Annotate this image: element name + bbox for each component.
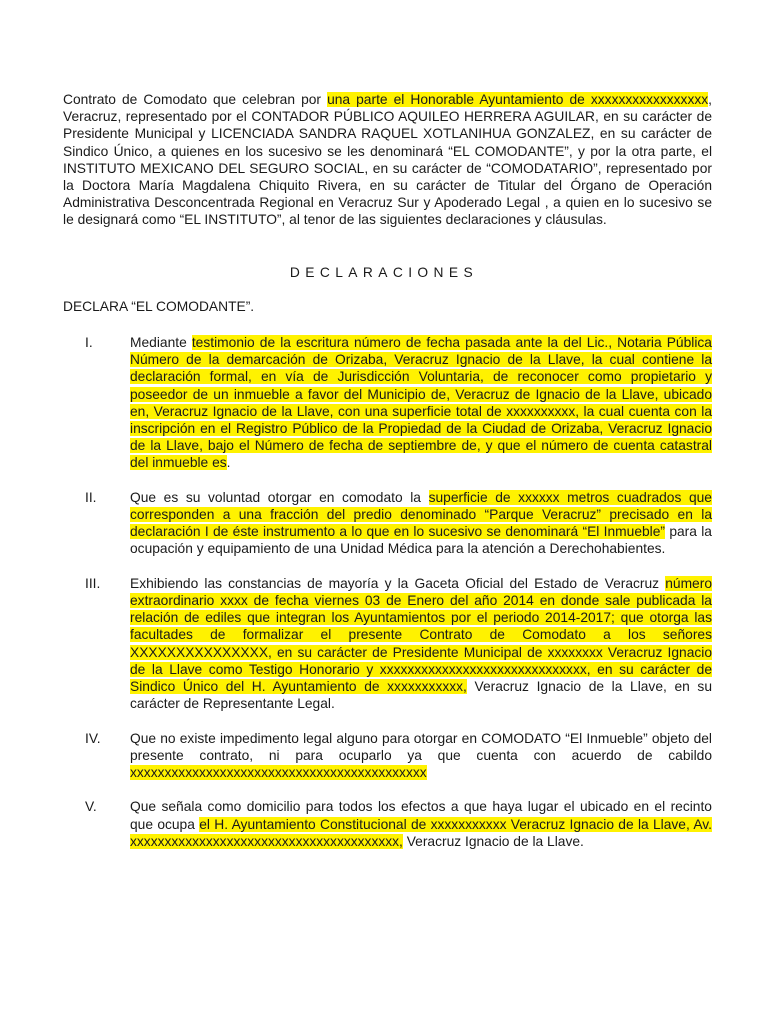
intro-text-1: Contrato de Comodato que celebran por (63, 92, 328, 107)
declaration-item (63, 334, 712, 472)
declaration-text-1: Que no existe impedimento legal alguno para otorgar en COMODATO “El Inmueble” objeto del presente contrato, ni para ocuparlo ya que cuenta con acuerdo de cabildo (130, 730, 712, 763)
declaration-text (130, 489, 712, 558)
declaration-text (130, 730, 712, 782)
declaration-numeral: I. (85, 335, 93, 350)
declaration-text (130, 798, 712, 850)
declaration-highlight: el H. Ayuntamiento Constitucional de xxxxxxxxxxx Veracruz Ignacio de la Llave, Av. xxxxxxxxxxxxxxxxxxxxxxxxxxxxxxxxxxxxxxx, (130, 816, 713, 849)
declarations-list (63, 334, 712, 867)
declaration-item (63, 798, 712, 850)
section-heading: DECLARACIONES (289, 265, 479, 280)
declaration-highlight: superficie de xxxxxx metros cuadrados que corresponden a una fracción del predio denominado “Parque Veracruz” precisado en la declaración I de éste instrumento a lo que en lo sucesivo se denominará “El Inmueble” (130, 489, 712, 540)
intro-paragraph (63, 91, 712, 229)
declaration-text-1: Que señala como domicilio para todos los efectos a que haya lugar el ubicado en el recinto que ocupa (130, 799, 712, 832)
declaration-item (63, 730, 712, 782)
declaration-text-2: . (226, 455, 231, 471)
declaration-text (130, 575, 712, 713)
declaration-numeral: II. (85, 489, 97, 505)
declaration-numeral: V. (85, 799, 97, 815)
declaration-highlight: testimonio de la escritura número de fecha pasada ante la del Lic., Notaria Pública Número de la demarcación de Orizaba, Veracruz Ignacio de la Llave, la cual contiene la declaración formal, en vía de Jurisdicción Voluntaria, de reconocer como propietario y poseedor de un inmueble a favor del Municipio de, Veracruz de Ignacio de la Llave, ubicado en, Veracruz Ignacio de la Llave, con una superficie total de xxxxxxxxxx, la cual cuenta con la inscripción en el Registro Público de la Propiedad de la Ciudad de Orizaba, Veracruz Ignacio de la Llave, bajo el Número de fecha de septiembre de, y que el número de cuenta catastral del inmueble es (130, 335, 712, 471)
declaration-text-1: Que es su voluntad otorgar en comodato la (130, 489, 429, 505)
intro-text-2: , Veracruz, representado por el CONTADOR PÚBLICO AQUILEO HERRERA AGUILAR, en su carácter de Presidente Municipal y LICENCIADA SANDRA RAQUEL XOTLANIHUA GONZALEZ, en su carácter de Sindico Único, a quienes en los sucesivo se les denominará “EL COMODANTE” (63, 92, 712, 159)
declaration-text-1: Mediante (130, 335, 192, 350)
declaration-highlight: xxxxxxxxxxxxxxxxxxxxxxxxxxxxxxxxxxxxxxxxxxx (130, 765, 427, 781)
declaration-text-2: Veracruz Ignacio de la Llave. (402, 833, 584, 849)
intro-highlight: una parte el Honorable Ayuntamiento de xxxxxxxxxxxxxxxxx (327, 92, 709, 107)
declara-label: DECLARA “EL COMODANTE”. (63, 299, 255, 314)
declaration-numeral: IV. (85, 730, 101, 746)
declaration-item (63, 575, 712, 713)
declaration-highlight: número extraordinario xxxx de fecha viernes 03 de Enero del año 2014 en donde sale publicada la relación de ediles que integran los Ayuntamientos por el periodo 2014-2017; que otorga las facultades de formalizar el presente Contrato de Comodato a los señores XXXXXXXXXXXXXXX, en su carácter de Presidente Municipal de xxxxxxxx Veracruz Ignacio de la Llave como Testigo Honorario y xxxxxxxxxxxxxxxxxxxxxxxxxxxxxx, en su carácter de Sindico Único del H. Ayuntamiento de xxxxxxxxxxx, (130, 575, 712, 695)
declaration-numeral: III. (85, 575, 101, 591)
intro-text-3: , y por la otra parte, el INSTITUTO MEXICANO DEL SEGURO SOCIAL, en su carácter de “COMODATARIO”, representado por la Doctora María Magdalena Chiquito Rivera, en su carácter de Titular del Órgano de Operación Administrativa Desconcentrada Regional en Veracruz Sur y Apoderado Legal , a quien en lo sucesivo se le designará como “EL INSTITUTO”, al tenor de las siguientes declaraciones y cláusulas. (63, 143, 713, 228)
declaration-text (130, 334, 712, 472)
declaration-item (63, 489, 712, 558)
declaration-text-1: Exhibiendo las constancias de mayoría y la Gaceta Oficial del Estado de Veracruz (130, 575, 666, 591)
declaration-text-2: Veracruz Ignacio de la Llave, en su carácter de Representante Legal. (130, 679, 712, 712)
declaration-text-2: para la ocupación y equipamiento de una Unidad Médica para la atención a Derechohabientes. (130, 524, 712, 557)
